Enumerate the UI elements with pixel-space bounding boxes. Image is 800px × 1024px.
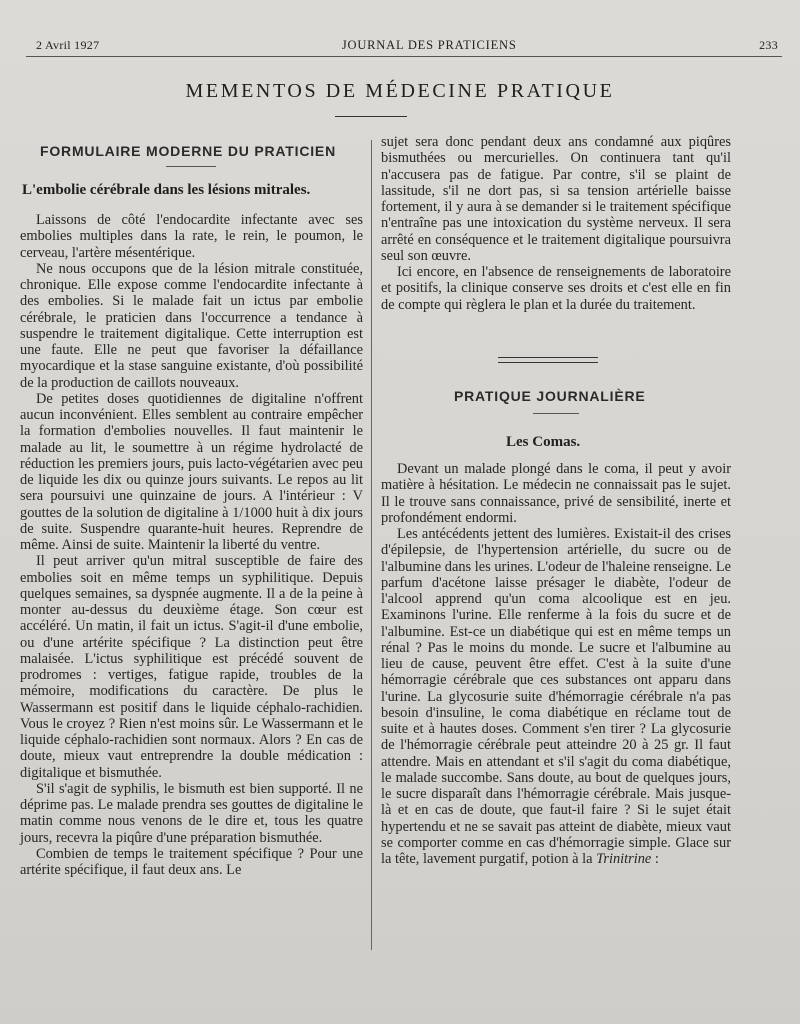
trailing-colon: : (651, 851, 659, 867)
issue-date: 2 Avril 1927 (36, 38, 100, 52)
paragraph: Laissons de côté l'endocardite infectante avec ses embolies multiples dans la rate, le rein, le poumon, le cerveau, l'artère mésentérique. (20, 212, 363, 261)
page-title: MEMENTOS DE MÉDECINE PRATIQUE (185, 80, 615, 102)
column-divider (371, 140, 372, 950)
paragraph: Combien de temps le traitement spécifique ? Pour une artérite spécifique, il faut deux ans. Le (20, 845, 363, 878)
section-heading-formulaire: FORMULAIRE MODERNE DU PRATICIEN (40, 143, 336, 159)
paragraph-text: Les antécédents jettent des lumières. Existait-il des crises d'épilepsie, de l'hypertension artérielle, du sucre ou de l'albumine dans les urines. L'odeur de l'haleine renseigne. Le parfum d'acétone laisse présager le diabète, l'odeur de l'alcool apprend qu'un coma alcoolique est en jeu. Examinons l'urine. Elle renferme à la fois du sucre et de l'albumine. Est-ce un diabétique qui est en même temps un rénal ? Pas le moins du monde. Le sucre et l'albumine au lieu de cause, peuvent être effet. C'est à la suite d'une hémorragie cérébrale que ces substances ont apparu dans l'urine. La glycosurie suite d'hémorragie cérébrale n'a pas besoin d'insuline, le coma diabétique en réclame tout de suite et à hautes doses. Comment s'en tirer ? La glycosurie de l'hémorragie cérébrale peut atteindre 20 à 25 gr. Il faut attendre. Mais en attendant et s'il s'agit du coma diabétique, le malade succombe. Sans doute, au bout de quelques jours, le sucre disparaît dans l'hémorragie cérébrale. Mais jusque-là et en cas de doute, que faut-il faire ? Si le sujet était hypertendu et ne se savait pas atteint de diabète, mieux vaut se comporter comme en cas d'hémorragie simple. Glace sur la tête, lavement purgatif, potion à la (381, 526, 731, 867)
paragraph: Devant un malade plongé dans le coma, il peut y avoir matière à hésitation. Le médecin ne connaissait pas le sujet. Il le trouve sans connaissance, privé de sensibilité, inerte et profondément endormi. (381, 461, 731, 526)
paragraph: De petites doses quotidiennes de digitaline n'offrent aucun inconvénient. Elles semblent au contraire empêcher la formation d'embolies nouvelles. Il faut maintenir le malade au lit, le soumettre à un régime hydrolacté de réduction les premiers jours, puis lacto-végétarien avec peu de liquide les dix ou quinze jours suivants. Le repos au lit sera poursuivi une quinzaine de jours. A l'intérieur : V gouttes de la solution de digitaline à 1/1000 huit à dix jours de suite. Suspendre quarante-huit heures. Reprendre de même. Ainsi de suite. Maintenir la liberté du ventre. (20, 390, 363, 553)
double-rule-divider (498, 357, 598, 363)
paragraph: Ici encore, en l'absence de renseignements de laboratoire et positifs, la clinique conserve ses droits et c'est elle en fin de compte qui règlera le plan et la durée du traitement. (381, 264, 731, 313)
left-column-text (20, 212, 363, 1024)
paragraph: S'il s'agit de syphilis, le bismuth est bien supporté. Il ne déprime pas. Le malade prendra ses gouttes de digitaline le matin comme nous venons de le dire et, tous les quatre jours, recevra la piqûre d'une préparation bismuthée. (20, 780, 363, 846)
section-heading-pratique: PRATIQUE JOURNALIÈRE (454, 388, 646, 404)
section-rule-left (166, 166, 216, 167)
page-number: 233 (759, 38, 778, 52)
italic-drug-name: Trinitrine (596, 851, 652, 867)
header-rule (26, 56, 782, 57)
running-head (36, 38, 778, 53)
paragraph: Ne nous occupons que de la lésion mitrale constituée, chronique. Elle expose comme l'endocardite infectante à des embolies. Si le malade fait un ictus par embolie cérébrale, le praticien dans l'occurrence a tendance à suspendre le traitement digitalique. Cette interruption est une faute. Elle ne peut que favoriser la défaillance myocardique et la stase sanguine existante, d'où possibilité de la production de caillots nouveaux. (20, 260, 363, 391)
paragraph: Il peut arriver qu'un mitral susceptible de faire des embolies soit en même temps un syphilitique. Depuis quelques semaines, sa dyspnée augmente. Il a de la peine à monter au-dessus du deuxième étage. Son cœur est accéléré. Un matin, il fait un ictus. S'agit-il d'une embolie, ou d'une artérite spécifique ? La distinction peut être malaisée. L'ictus syphilitique est précédé souvent de prodromes : vertiges, fatigue rapide, troubles de la mémoire, modifications du caractère. De plus le Wassermann est positif dans le liquide céphalo-rachidien. Vous le croyez ? Rien n'est moins sûr. Le Wassermann et le liquide céphalo-rachidien sont normaux. Alors ? En cas de doute, mieux vaut entreprendre la double médication : digitalique et bismuthée. (20, 553, 363, 781)
journal-name: JOURNAL DES PRATICIENS (341, 38, 517, 52)
paragraph: sujet sera donc pendant deux ans condamné aux piqûres bismuthées ou mercurielles. On continuera tant qu'il n'accusera pas de fatigue. Par contre, s'il se plaint de lassitude, s'il ne dort pas, si sa tension artérielle baisse fortement, il y aura à se demander si le traitement spécifique n'entraîne pas une intoxication du système nerveux. Il sera arrêté en conséquence et le traitement digitalique poursuivra seul son œuvre. (381, 134, 731, 264)
section-rule-right (533, 413, 579, 414)
right-column-text (381, 461, 731, 1024)
article-title-comas: Les Comas. (506, 434, 581, 450)
title-rule (335, 116, 407, 117)
paragraph (381, 526, 731, 867)
article-title-embolie: L'embolie cérébrale dans les lésions mitrales. (22, 182, 311, 198)
